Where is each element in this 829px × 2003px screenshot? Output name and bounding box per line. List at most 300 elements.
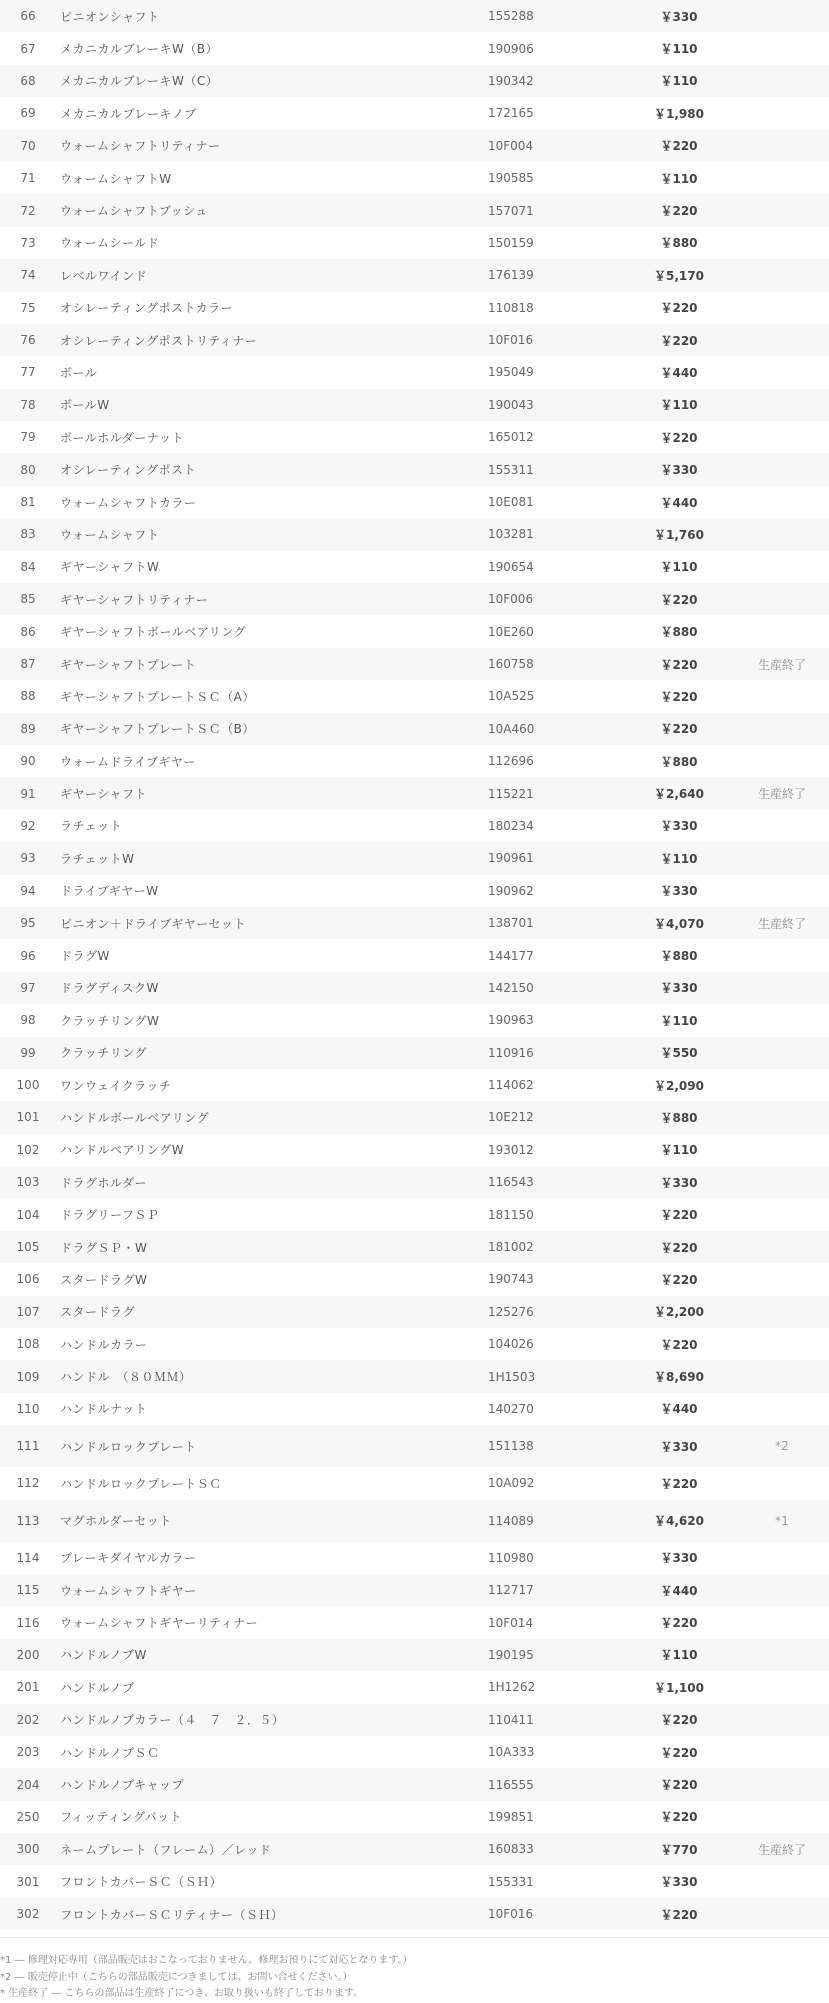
part-note: 生産終了 xyxy=(757,787,806,802)
part-code: 10A460 xyxy=(488,721,535,736)
part-number: 76 xyxy=(20,333,36,348)
part-code: 10E081 xyxy=(488,495,534,510)
part-number: 110 xyxy=(16,1401,40,1416)
part-name: ドラグＳＰ・W xyxy=(60,1240,148,1255)
table-row xyxy=(0,356,829,388)
part-note xyxy=(731,939,829,971)
part-name: ドラグディスクW xyxy=(60,981,159,996)
part-code: 125276 xyxy=(488,1304,534,1319)
part-code: 172165 xyxy=(488,106,534,121)
part-price: ￥220 xyxy=(660,1713,698,1728)
part-name: ボールW xyxy=(60,398,110,413)
part-code: 110411 xyxy=(488,1712,534,1727)
table-row xyxy=(0,32,829,64)
table-row xyxy=(0,486,829,518)
part-price: ￥110 xyxy=(660,1143,698,1158)
part-note xyxy=(731,1134,829,1166)
part-price: ￥330 xyxy=(660,1875,698,1890)
part-name: ブレーキダイヤルカラー xyxy=(60,1551,197,1566)
table-row xyxy=(0,777,829,809)
part-price: ￥330 xyxy=(660,1439,698,1454)
part-note xyxy=(731,1069,829,1101)
part-code: 10F016 xyxy=(488,1907,534,1922)
part-code: 165012 xyxy=(488,430,534,445)
part-note: 生産終了 xyxy=(757,657,806,672)
part-note xyxy=(731,292,829,324)
part-number: 83 xyxy=(20,527,36,542)
table-row xyxy=(0,680,829,712)
part-note xyxy=(731,227,829,259)
part-name: ウォームシャフトカラー xyxy=(60,495,197,510)
part-name: ドライブギヤーW xyxy=(60,884,159,899)
part-note xyxy=(731,1393,829,1425)
part-number: 98 xyxy=(20,1013,36,1028)
part-number: 203 xyxy=(16,1745,40,1760)
table-row xyxy=(0,1101,829,1133)
part-price: ￥1,980 xyxy=(654,106,704,121)
part-price: ￥330 xyxy=(660,9,698,24)
part-price: ￥440 xyxy=(660,1402,698,1417)
table-row xyxy=(0,1037,829,1069)
part-code: 190195 xyxy=(488,1647,534,1662)
part-name: ウォームシャフトブッシュ xyxy=(60,204,208,219)
part-code: 104026 xyxy=(488,1337,534,1352)
part-number: 84 xyxy=(20,559,36,574)
part-note xyxy=(731,810,829,842)
table-row xyxy=(0,453,829,485)
part-code: 190961 xyxy=(488,851,534,866)
table-row xyxy=(0,907,829,939)
part-name: ギヤーシャフトプレートＳＣ（A） xyxy=(60,689,255,704)
part-price: ￥440 xyxy=(660,495,698,510)
part-price: ￥880 xyxy=(660,754,698,769)
part-note xyxy=(731,1865,829,1897)
part-note xyxy=(731,1606,829,1638)
part-name: メカニカルブレーキノブ xyxy=(60,106,197,121)
part-note xyxy=(731,65,829,97)
part-note xyxy=(731,1898,829,1930)
part-price: ￥110 xyxy=(660,42,698,57)
part-price: ￥880 xyxy=(660,236,698,251)
part-name: クラッチリング xyxy=(60,1046,148,1061)
part-number: 106 xyxy=(16,1272,40,1287)
part-name: ハンドルノブW xyxy=(60,1648,147,1663)
part-note: *2 xyxy=(775,1439,789,1454)
part-price: ￥330 xyxy=(660,463,698,478)
part-code: 176139 xyxy=(488,268,534,283)
part-price: ￥220 xyxy=(660,1745,698,1760)
part-code: 155311 xyxy=(488,462,534,477)
part-name: ギヤーシャフトリティナー xyxy=(60,592,209,607)
part-number: 95 xyxy=(20,916,36,931)
table-row xyxy=(0,1166,829,1198)
part-name: ピニオン＋ドライブギヤーセット xyxy=(60,916,247,931)
part-number: 81 xyxy=(20,495,36,510)
part-name: ボール xyxy=(60,365,98,380)
part-note xyxy=(731,1704,829,1736)
part-name: ギヤーシャフトプレートＳＣ（B） xyxy=(60,722,255,737)
part-price: ￥220 xyxy=(660,139,698,154)
part-price: ￥4,620 xyxy=(654,1514,704,1529)
part-note xyxy=(731,130,829,162)
part-price: ￥550 xyxy=(660,1046,698,1061)
part-price: ￥2,640 xyxy=(654,787,704,802)
part-number: 105 xyxy=(16,1240,40,1255)
table-row xyxy=(0,65,829,97)
part-price: ￥220 xyxy=(660,689,698,704)
part-number: 302 xyxy=(16,1907,40,1922)
part-code: 142150 xyxy=(488,980,534,995)
table-row xyxy=(0,1500,829,1542)
table-row xyxy=(0,1231,829,1263)
table-row xyxy=(0,1198,829,1230)
part-code: 10A525 xyxy=(488,689,535,704)
part-price: ￥220 xyxy=(660,1616,698,1631)
part-number: 99 xyxy=(20,1045,36,1060)
table-row xyxy=(0,810,829,842)
part-price: ￥330 xyxy=(660,981,698,996)
part-number: 70 xyxy=(20,138,36,153)
part-price: ￥220 xyxy=(660,1810,698,1825)
part-name: レベルワインド xyxy=(60,268,148,283)
part-code: 190963 xyxy=(488,1013,534,1028)
part-code: 115221 xyxy=(488,786,534,801)
part-code: 160833 xyxy=(488,1842,534,1857)
part-price: ￥220 xyxy=(660,301,698,316)
part-price: ￥220 xyxy=(660,722,698,737)
part-note xyxy=(731,583,829,615)
part-note xyxy=(731,97,829,129)
part-number: 87 xyxy=(20,657,36,671)
part-number: 78 xyxy=(20,397,36,412)
part-price: ￥880 xyxy=(660,625,698,640)
part-note xyxy=(731,745,829,777)
table-row xyxy=(0,1425,829,1467)
part-code: 190043 xyxy=(488,397,534,412)
part-number: 109 xyxy=(16,1369,40,1384)
table-row xyxy=(0,551,829,583)
table-row xyxy=(0,1263,829,1295)
table-row xyxy=(0,1542,829,1574)
table-row xyxy=(0,615,829,647)
part-number: 92 xyxy=(20,818,36,833)
part-number: 90 xyxy=(20,754,36,769)
part-code: 190654 xyxy=(488,559,534,574)
part-code: 116543 xyxy=(488,1175,534,1190)
part-code: 160758 xyxy=(488,657,534,671)
table-row xyxy=(0,1671,829,1703)
part-number: 68 xyxy=(20,73,36,88)
part-number: 77 xyxy=(20,365,36,380)
part-note xyxy=(731,1004,829,1036)
part-price: ￥2,200 xyxy=(654,1305,704,1320)
part-name: メカニカルブレーキW（B） xyxy=(60,42,219,57)
part-price: ￥110 xyxy=(660,560,698,575)
part-name: ウォームシャフト xyxy=(60,527,160,542)
part-note xyxy=(731,1328,829,1360)
part-number: 75 xyxy=(20,300,36,315)
part-price: ￥5,170 xyxy=(654,268,704,283)
part-note xyxy=(731,1801,829,1833)
part-name: オシレーティングポストリティナー xyxy=(60,333,258,348)
part-note xyxy=(731,1542,829,1574)
table-row xyxy=(0,1328,829,1360)
part-code: 193012 xyxy=(488,1142,534,1157)
part-note xyxy=(731,1768,829,1800)
part-price: ￥110 xyxy=(660,851,698,866)
part-price: ￥220 xyxy=(660,1476,698,1491)
part-number: 116 xyxy=(16,1615,40,1630)
part-code: 112717 xyxy=(488,1583,534,1598)
part-note xyxy=(731,324,829,356)
part-name: オシレーティングポストカラー xyxy=(60,301,234,316)
table-row xyxy=(0,648,829,680)
part-number: 89 xyxy=(20,721,36,736)
part-price: ￥880 xyxy=(660,1110,698,1125)
part-name: ハンドルロックプレートＳＣ xyxy=(60,1476,222,1491)
part-number: 114 xyxy=(16,1550,40,1565)
table-row xyxy=(0,194,829,226)
part-note xyxy=(731,1736,829,1768)
part-name: ギヤーシャフトプレート xyxy=(60,657,197,672)
part-number: 88 xyxy=(20,689,36,704)
table-row xyxy=(0,1865,829,1897)
part-name: ボールホルダーナット xyxy=(60,430,185,445)
part-price: ￥440 xyxy=(660,365,698,380)
part-code: 116555 xyxy=(488,1777,534,1792)
part-number: 86 xyxy=(20,624,36,639)
part-name: フィッティングパット xyxy=(60,1810,183,1825)
part-note xyxy=(731,1467,829,1499)
part-number: 80 xyxy=(20,462,36,477)
part-note xyxy=(731,421,829,453)
part-code: 195049 xyxy=(488,365,534,380)
part-note xyxy=(731,1263,829,1295)
part-code: 190585 xyxy=(488,171,534,186)
part-name: オシレーティングポスト xyxy=(60,463,197,478)
part-code: 112696 xyxy=(488,754,534,769)
part-number: 111 xyxy=(16,1439,40,1454)
part-name: マグホルダーセット xyxy=(60,1514,172,1529)
part-note xyxy=(731,1198,829,1230)
part-number: 72 xyxy=(20,203,36,218)
part-note xyxy=(731,518,829,550)
part-number: 69 xyxy=(20,106,36,121)
part-code: 190342 xyxy=(488,73,534,88)
part-code: 10F004 xyxy=(488,138,534,153)
part-name: ドラグW xyxy=(60,949,110,964)
part-name: ラチェット xyxy=(60,819,123,834)
table-row xyxy=(0,1606,829,1638)
part-code: 190962 xyxy=(488,883,534,898)
part-code: 114062 xyxy=(488,1078,534,1093)
part-price: ￥220 xyxy=(660,1907,698,1922)
part-code: 181150 xyxy=(488,1207,534,1222)
part-note xyxy=(731,32,829,64)
part-number: 102 xyxy=(16,1142,40,1157)
part-name: ハンドルベアリングW xyxy=(60,1143,185,1158)
table-row xyxy=(0,842,829,874)
part-code: 10F006 xyxy=(488,592,534,607)
part-code: 110980 xyxy=(488,1550,534,1565)
part-price: ￥8,690 xyxy=(654,1370,704,1385)
part-code: 155288 xyxy=(488,9,534,24)
part-number: 74 xyxy=(20,268,36,283)
part-price: ￥220 xyxy=(660,333,698,348)
part-number: 97 xyxy=(20,980,36,995)
part-code: 138701 xyxy=(488,916,534,931)
part-name: ギヤーシャフトボールベアリング xyxy=(60,625,247,640)
part-price: ￥880 xyxy=(660,949,698,964)
part-name: ウォームシャフトW xyxy=(60,171,172,186)
part-note xyxy=(731,972,829,1004)
part-note xyxy=(731,1101,829,1133)
part-note xyxy=(731,1231,829,1263)
part-name: ハンドルノブＳＣ xyxy=(60,1745,160,1760)
part-number: 101 xyxy=(16,1110,40,1125)
part-number: 103 xyxy=(16,1175,40,1190)
table-row xyxy=(0,421,829,453)
part-code: 10A092 xyxy=(488,1476,535,1491)
part-number: 85 xyxy=(20,592,36,607)
part-note xyxy=(731,1166,829,1198)
part-note: *1 xyxy=(775,1513,789,1528)
part-code: 155331 xyxy=(488,1874,534,1889)
part-name: ウォームドライブギヤー xyxy=(60,754,196,769)
part-note xyxy=(731,453,829,485)
part-price: ￥1,760 xyxy=(654,527,704,542)
part-name: ウォームシャフトリティナー xyxy=(60,139,221,154)
part-code: 110916 xyxy=(488,1045,534,1060)
part-code: 144177 xyxy=(488,948,534,963)
part-price: ￥220 xyxy=(660,1337,698,1352)
part-note xyxy=(731,194,829,226)
part-code: 140270 xyxy=(488,1401,534,1416)
part-number: 67 xyxy=(20,41,36,56)
part-price: ￥110 xyxy=(660,1648,698,1663)
part-price: ￥2,090 xyxy=(654,1078,704,1093)
table-row xyxy=(0,583,829,615)
part-code: 103281 xyxy=(488,527,534,542)
part-code: 10E260 xyxy=(488,624,534,639)
part-note xyxy=(731,551,829,583)
part-number: 71 xyxy=(20,171,36,186)
part-number: 96 xyxy=(20,948,36,963)
part-note xyxy=(731,486,829,518)
table-row xyxy=(0,1704,829,1736)
part-number: 300 xyxy=(16,1842,40,1857)
table-row xyxy=(0,1736,829,1768)
part-price: ￥1,100 xyxy=(654,1680,704,1695)
footnote-2: *2 ― 販売停止中（こちらの部品販売につきましては、お問い合せください。） xyxy=(0,1971,353,1983)
part-name: ウォームシャフトギヤー xyxy=(60,1583,197,1598)
part-name: メカニカルブレーキW（C） xyxy=(60,74,219,89)
part-note xyxy=(731,713,829,745)
part-note xyxy=(731,1296,829,1328)
part-code: 10E212 xyxy=(488,1110,534,1125)
part-note xyxy=(731,1037,829,1069)
part-note xyxy=(731,356,829,388)
part-number: 200 xyxy=(16,1647,40,1662)
table-row xyxy=(0,389,829,421)
part-price: ￥220 xyxy=(660,204,698,219)
table-row xyxy=(0,1134,829,1166)
part-number: 94 xyxy=(20,883,36,898)
part-price: ￥330 xyxy=(660,819,698,834)
part-code: 150159 xyxy=(488,235,534,250)
part-name: クラッチリングW xyxy=(60,1013,160,1028)
table-row xyxy=(0,1393,829,1425)
part-code: 110818 xyxy=(488,300,534,315)
table-row xyxy=(0,1639,829,1671)
part-price: ￥770 xyxy=(660,1842,698,1857)
part-name: ラチェットW xyxy=(60,851,135,866)
part-number: 108 xyxy=(16,1337,40,1352)
part-note xyxy=(731,0,829,32)
table-row xyxy=(0,0,829,32)
table-row xyxy=(0,162,829,194)
table-row xyxy=(0,972,829,1004)
part-name: ハンドルノブキャップ xyxy=(60,1778,185,1792)
part-code: 190906 xyxy=(488,41,534,56)
footnote-3: * 生産終了 ― こちらの部品は生産終了につき、お取り扱いも終了しております。 xyxy=(0,1988,364,1999)
part-name: ネームプレート（フレーム）／レッド xyxy=(60,1842,272,1857)
part-price: ￥220 xyxy=(660,1208,698,1223)
table-row xyxy=(0,97,829,129)
part-note xyxy=(731,389,829,421)
part-code: 10A333 xyxy=(488,1745,535,1760)
part-number: 107 xyxy=(16,1304,40,1319)
part-number: 91 xyxy=(20,786,36,801)
part-price: ￥220 xyxy=(660,1272,698,1287)
part-price: ￥220 xyxy=(660,1240,698,1255)
part-note xyxy=(731,680,829,712)
table-row xyxy=(0,1768,829,1800)
part-name: スタードラグW xyxy=(60,1272,148,1287)
table-row xyxy=(0,259,829,291)
part-note xyxy=(731,1671,829,1703)
part-name: ギヤーシャフト xyxy=(60,787,148,802)
part-name: スタードラグ xyxy=(60,1305,136,1320)
part-number: 104 xyxy=(16,1207,40,1222)
part-number: 100 xyxy=(16,1078,40,1093)
part-code: 114089 xyxy=(488,1513,534,1528)
table-row xyxy=(0,292,829,324)
part-name: ウォームシールド xyxy=(60,236,160,251)
part-name: ハンドルカラー xyxy=(60,1337,148,1352)
table-row xyxy=(0,1574,829,1606)
part-name: ハンドルロックプレート xyxy=(60,1439,197,1454)
part-code: 181002 xyxy=(488,1240,534,1255)
part-name: ハンドルナット xyxy=(60,1402,148,1417)
part-number: 250 xyxy=(16,1809,40,1824)
part-number: 301 xyxy=(16,1874,40,1889)
table-row xyxy=(0,939,829,971)
part-price: ￥110 xyxy=(660,398,698,413)
part-price: ￥220 xyxy=(660,1778,698,1792)
part-number: 73 xyxy=(20,235,36,250)
part-name: ドラグホルダー xyxy=(60,1175,148,1190)
part-number: 93 xyxy=(20,851,36,866)
part-note xyxy=(731,615,829,647)
part-name: ワンウェイクラッチ xyxy=(60,1078,172,1093)
part-code: 1H1503 xyxy=(488,1369,536,1384)
table-row xyxy=(0,1296,829,1328)
part-note: 生産終了 xyxy=(757,916,806,931)
part-price: ￥110 xyxy=(660,1013,698,1028)
part-price: ￥4,070 xyxy=(654,916,704,931)
part-name: ハンドルノブカラー（４ ７ ２．５） xyxy=(60,1713,285,1728)
